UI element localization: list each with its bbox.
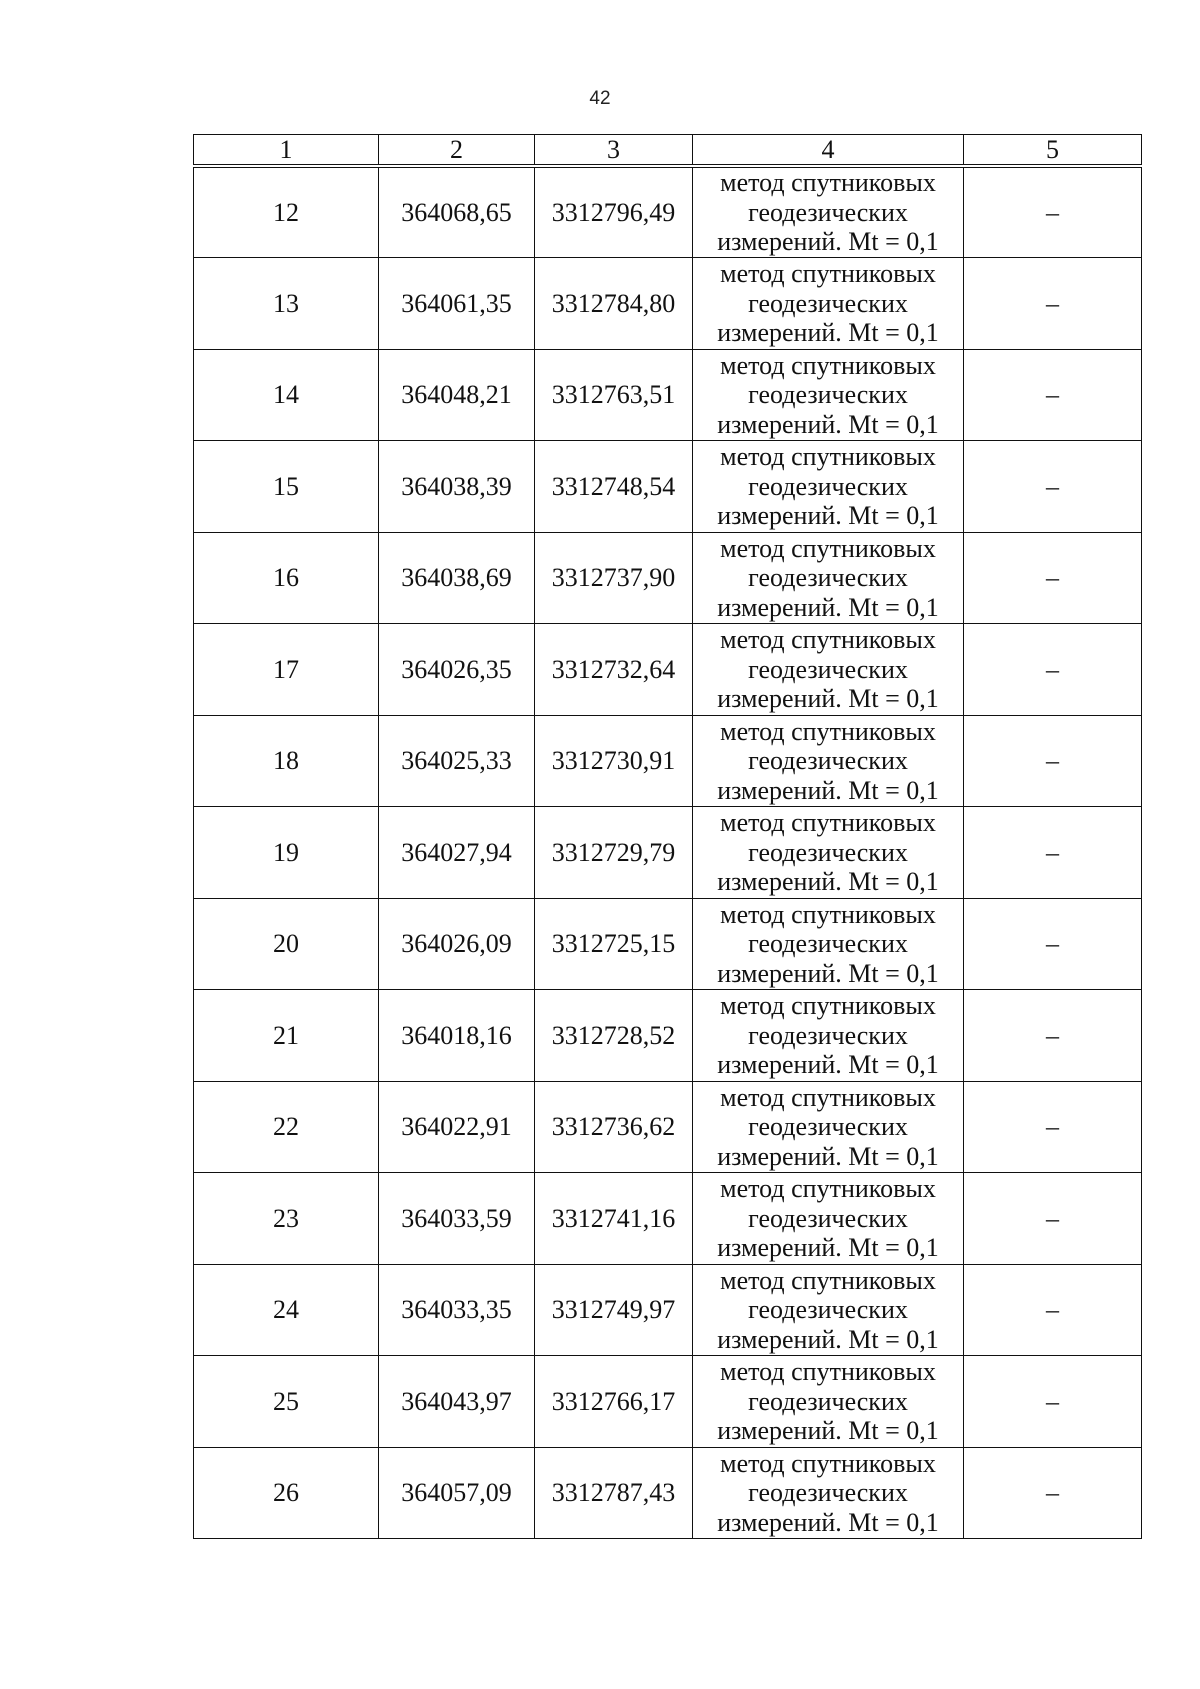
y-coordinate-cell: 3312748,54 <box>535 441 693 533</box>
y-coordinate-cell: 3312787,43 <box>535 1447 693 1539</box>
method-line: метод спутниковых <box>720 350 936 380</box>
method-line: метод спутниковых <box>720 259 936 288</box>
table-body <box>194 166 1142 1539</box>
method-line: геодезических <box>748 1295 908 1324</box>
method-line: метод спутниковых <box>720 991 936 1020</box>
method-cell <box>693 166 964 258</box>
method-line: измерений. Mt = 0,1 <box>717 1050 939 1079</box>
note-cell: – <box>964 807 1142 899</box>
method-cell <box>693 1447 964 1539</box>
method-line: геодезических <box>748 197 908 227</box>
method-cell <box>693 898 964 990</box>
table-row <box>194 532 1142 624</box>
y-coordinate-cell: 3312730,91 <box>535 715 693 807</box>
header-row <box>194 135 1142 167</box>
point-number-cell: 18 <box>194 715 379 807</box>
x-coordinate-cell: 364033,35 <box>379 1264 535 1356</box>
table-row <box>194 898 1142 990</box>
method-line: геодезических <box>748 1112 908 1141</box>
method-line: геодезических <box>748 654 908 684</box>
method-cell <box>693 990 964 1082</box>
y-coordinate-cell: 3312737,90 <box>535 532 693 624</box>
y-coordinate-cell: 3312729,79 <box>535 807 693 899</box>
method-line: измерений. Mt = 0,1 <box>717 409 939 439</box>
point-number-cell: 22 <box>194 1081 379 1173</box>
table-row <box>194 990 1142 1082</box>
note-cell: – <box>964 349 1142 441</box>
table-row <box>194 807 1142 899</box>
method-line: метод спутниковых <box>720 1448 936 1478</box>
y-coordinate-cell: 3312796,49 <box>535 166 693 258</box>
x-coordinate-cell: 364048,21 <box>379 349 535 441</box>
y-coordinate-cell: 3312741,16 <box>535 1173 693 1265</box>
point-number-cell: 23 <box>194 1173 379 1265</box>
method-line: измерений. Mt = 0,1 <box>717 227 939 257</box>
method-line: измерений. Mt = 0,1 <box>717 501 939 530</box>
x-coordinate-cell: 364033,59 <box>379 1173 535 1265</box>
point-number-cell: 12 <box>194 166 379 258</box>
method-line: измерений. Mt = 0,1 <box>717 958 939 988</box>
point-number-cell: 15 <box>194 441 379 533</box>
method-line: измерений. Mt = 0,1 <box>717 1416 939 1445</box>
x-coordinate-cell: 364061,35 <box>379 258 535 350</box>
note-cell: – <box>964 1447 1142 1539</box>
x-coordinate-cell: 364068,65 <box>379 166 535 258</box>
column-header-2: 2 <box>379 135 535 167</box>
y-coordinate-cell: 3312728,52 <box>535 990 693 1082</box>
note-cell: – <box>964 166 1142 258</box>
table-row <box>194 349 1142 441</box>
method-cell <box>693 807 964 899</box>
table-row <box>194 1356 1142 1448</box>
method-line: измерений. Mt = 0,1 <box>717 684 939 713</box>
table-row <box>194 1081 1142 1173</box>
method-line: геодезических <box>748 1478 908 1507</box>
method-line: метод спутниковых <box>720 1174 936 1203</box>
note-cell: – <box>964 990 1142 1082</box>
method-line: метод спутниковых <box>720 533 936 563</box>
point-number-cell: 24 <box>194 1264 379 1356</box>
y-coordinate-cell: 3312736,62 <box>535 1081 693 1173</box>
table-row <box>194 258 1142 350</box>
note-cell: – <box>964 1173 1142 1265</box>
method-cell <box>693 1173 964 1265</box>
x-coordinate-cell: 364026,35 <box>379 624 535 716</box>
y-coordinate-cell: 3312784,80 <box>535 258 693 350</box>
point-number-cell: 20 <box>194 898 379 990</box>
method-line: геодезических <box>748 929 908 958</box>
x-coordinate-cell: 364025,33 <box>379 715 535 807</box>
method-line: метод спутниковых <box>720 168 936 198</box>
table-row <box>194 624 1142 716</box>
method-line: геодезических <box>748 1203 908 1233</box>
column-header-4: 4 <box>693 135 964 167</box>
method-cell <box>693 441 964 533</box>
page-number: 42 <box>589 88 611 109</box>
y-coordinate-cell: 3312749,97 <box>535 1264 693 1356</box>
x-coordinate-cell: 364043,97 <box>379 1356 535 1448</box>
y-coordinate-cell: 3312763,51 <box>535 349 693 441</box>
method-line: геодезических <box>748 288 908 318</box>
method-line: измерений. Mt = 0,1 <box>717 1324 939 1354</box>
method-line: метод спутниковых <box>720 625 936 654</box>
method-line: метод спутниковых <box>720 1357 936 1386</box>
point-number-cell: 16 <box>194 532 379 624</box>
x-coordinate-cell: 364026,09 <box>379 898 535 990</box>
table-header <box>194 135 1142 167</box>
method-line: геодезических <box>748 563 908 592</box>
method-cell <box>693 258 964 350</box>
column-header-5: 5 <box>964 135 1142 167</box>
point-number-cell: 17 <box>194 624 379 716</box>
x-coordinate-cell: 364038,39 <box>379 441 535 533</box>
point-number-cell: 26 <box>194 1447 379 1539</box>
method-line: геодезических <box>748 746 908 775</box>
note-cell: – <box>964 898 1142 990</box>
method-cell <box>693 715 964 807</box>
method-cell <box>693 1356 964 1448</box>
method-line: геодезических <box>748 471 908 501</box>
x-coordinate-cell: 364038,69 <box>379 532 535 624</box>
method-line: метод спутниковых <box>720 899 936 929</box>
method-line: метод спутниковых <box>720 1265 936 1295</box>
method-line: геодезических <box>748 380 908 409</box>
x-coordinate-cell: 364057,09 <box>379 1447 535 1539</box>
method-line: измерений. Mt = 0,1 <box>717 1507 939 1537</box>
x-coordinate-cell: 364022,91 <box>379 1081 535 1173</box>
point-number-cell: 19 <box>194 807 379 899</box>
note-cell: – <box>964 1356 1142 1448</box>
point-number-cell: 21 <box>194 990 379 1082</box>
method-line: измерений. Mt = 0,1 <box>717 318 939 347</box>
table-row <box>194 441 1142 533</box>
x-coordinate-cell: 364027,94 <box>379 807 535 899</box>
method-line: измерений. Mt = 0,1 <box>717 1233 939 1262</box>
table-row <box>194 1447 1142 1539</box>
table-row <box>194 1173 1142 1265</box>
y-coordinate-cell: 3312766,17 <box>535 1356 693 1448</box>
note-cell: – <box>964 532 1142 624</box>
note-cell: – <box>964 624 1142 716</box>
note-cell: – <box>964 441 1142 533</box>
table-row <box>194 715 1142 807</box>
method-line: измерений. Mt = 0,1 <box>717 592 939 622</box>
method-line: метод спутниковых <box>720 716 936 746</box>
point-number-cell: 25 <box>194 1356 379 1448</box>
method-line: измерений. Mt = 0,1 <box>717 775 939 805</box>
method-line: измерений. Mt = 0,1 <box>717 1141 939 1171</box>
method-cell <box>693 349 964 441</box>
method-cell <box>693 624 964 716</box>
coordinates-table <box>193 134 1142 1539</box>
method-cell <box>693 1081 964 1173</box>
column-header-3: 3 <box>535 135 693 167</box>
column-header-1: 1 <box>194 135 379 167</box>
table-row <box>194 1264 1142 1356</box>
method-cell <box>693 1264 964 1356</box>
method-line: измерений. Mt = 0,1 <box>717 867 939 896</box>
method-line: метод спутниковых <box>720 1082 936 1112</box>
method-line: геодезических <box>748 1020 908 1050</box>
note-cell: – <box>964 258 1142 350</box>
note-cell: – <box>964 1264 1142 1356</box>
method-line: геодезических <box>748 1386 908 1416</box>
point-number-cell: 14 <box>194 349 379 441</box>
x-coordinate-cell: 364018,16 <box>379 990 535 1082</box>
method-line: геодезических <box>748 837 908 867</box>
note-cell: – <box>964 715 1142 807</box>
note-cell: – <box>964 1081 1142 1173</box>
y-coordinate-cell: 3312732,64 <box>535 624 693 716</box>
method-line: метод спутниковых <box>720 808 936 837</box>
method-cell <box>693 532 964 624</box>
table-row <box>194 166 1142 258</box>
y-coordinate-cell: 3312725,15 <box>535 898 693 990</box>
point-number-cell: 13 <box>194 258 379 350</box>
method-line: метод спутниковых <box>720 442 936 471</box>
